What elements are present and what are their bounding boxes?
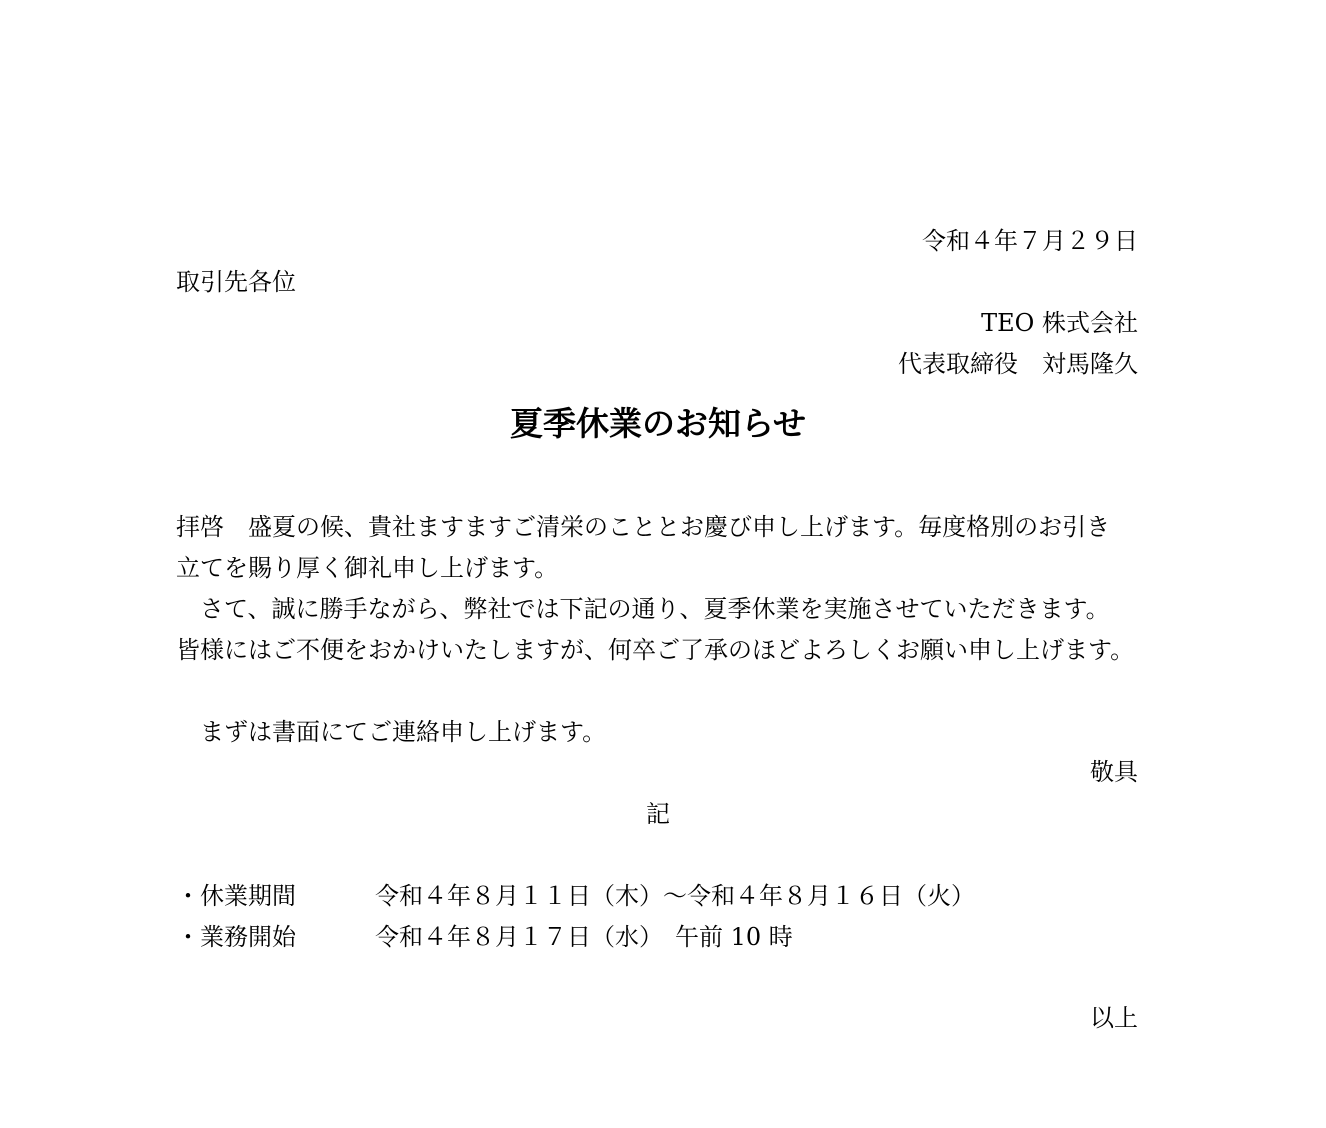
greeting-line-1: 拝啓 盛夏の候、貴社ますますご清栄のこととお慶び申し上げます。毎度格別のお引き bbox=[176, 513, 1111, 541]
closing-line: まずは書面にてご連絡申し上げます。 bbox=[176, 718, 607, 746]
keigu: 敬具 bbox=[1090, 758, 1138, 786]
item-value-closure-period: 令和４年８月１１日（木）～令和４年８月１６日（火） bbox=[375, 882, 975, 910]
notice-line-2: 皆様にはご不便をおかけいたしますが、何卒ご了承のほどよろしくお願い申し上げます。 bbox=[176, 636, 1135, 664]
ijou: 以上 bbox=[1090, 1004, 1138, 1032]
notice-line-1: さて、誠に勝手ながら、弊社では下記の通り、夏季休業を実施させていただきます。 bbox=[176, 595, 1110, 623]
item-value-business-start: 令和４年８月１７日（水） 午前 10 時 bbox=[375, 923, 793, 951]
ki-heading: 記 bbox=[646, 800, 670, 828]
item-label-business-start: ・業務開始 bbox=[176, 923, 296, 951]
document-date: 令和４年７月２９日 bbox=[922, 227, 1138, 255]
item-label-closure-period: ・休業期間 bbox=[176, 882, 296, 910]
recipient: 取引先各位 bbox=[176, 268, 296, 296]
greeting-line-2: 立てを賜り厚く御礼申し上げます。 bbox=[176, 554, 559, 582]
sender-company: TEO 株式会社 bbox=[981, 309, 1138, 337]
sender-person: 代表取締役 対馬隆久 bbox=[898, 350, 1138, 378]
document-title: 夏季休業のお知らせ bbox=[509, 404, 806, 443]
